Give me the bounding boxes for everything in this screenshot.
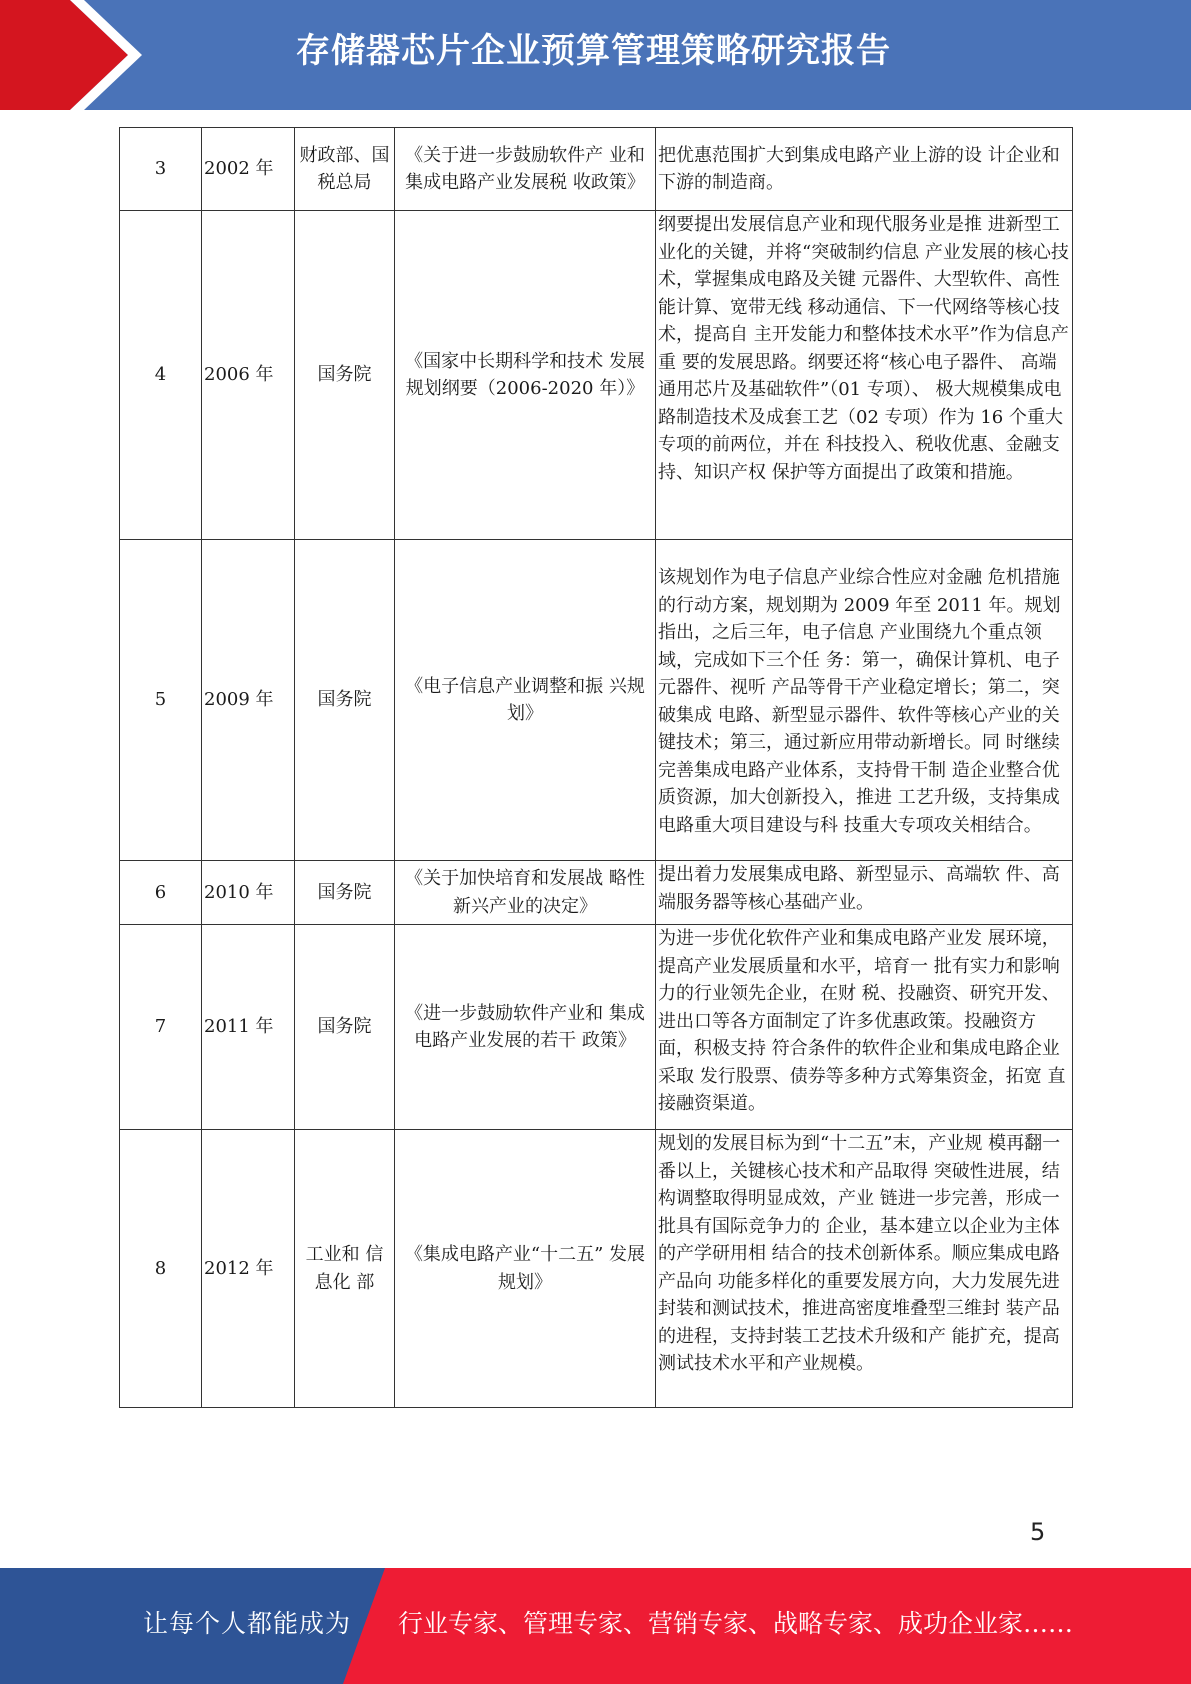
row-policy-title: 《集成电路产业“十二五” 发展规划》 [395, 1130, 656, 1408]
row-number: 3 [120, 128, 202, 211]
footer-banner [0, 1568, 1191, 1684]
row-year: 2006 年 [202, 211, 295, 540]
row-year: 2009 年 [202, 540, 295, 861]
row-department: 国务院 [295, 925, 395, 1130]
row-department: 国务院 [295, 861, 395, 925]
row-description: 纲要提出发展信息产业和现代服务业是推 进新型工业化的关键，并将“突破制约信息 产业发展的核心技术，掌握集成电路及关键 元器件、大型软件、高性能计算、宽带无线 移动通信、下一代网络等核心技术，提高自 主开发能力和整体技术水平”作为信息产重 要的发展思路。纲要还将“核心电子器件、 高端通用芯片及基础软件”（01 专项）、 极大规模集成电路制造技术及成套工艺（02 专项）作为 16 个重大专项的前两位，并在 科技投入、税收优惠、金融支持、知识产权 保护等方面提出了政策和措施。 [656, 211, 1073, 540]
row-year: 2002 年 [202, 128, 295, 211]
red-chevron-icon [0, 0, 150, 110]
row-policy-title: 《进一步鼓励软件产业和 集成电路产业发展的若干 政策》 [395, 925, 656, 1130]
table-row [120, 861, 1073, 925]
row-description: 规划的发展目标为到“十二五”末，产业规 模再翻一番以上，关键核心技术和产品取得 突破性进展，结构调整取得明显成效，产业 链进一步完善，形成一批具有国际竞争力的 企业，基本建立以企业为主体的产学研用相 结合的技术创新体系。顺应集成电路产品向 功能多样化的重要发展方向，大力发展先进 封装和测试技术，推进高密度堆叠型三维封 装产品的进程，支持封装工艺技术升级和产 能扩充，提高测试技术水平和产业规模。 [656, 1130, 1073, 1408]
row-number: 7 [120, 925, 202, 1130]
row-department: 财政部、国税总局 [295, 128, 395, 211]
table-row [120, 1130, 1073, 1408]
row-policy-title: 《关于加快培育和发展战 略性新兴产业的决定》 [395, 861, 656, 925]
row-number: 8 [120, 1130, 202, 1408]
row-description: 为进一步优化软件产业和集成电路产业发 展环境，提高产业发展质量和水平，培育一 批有实力和影响力的行业领先企业，在财 税、投融资、研究开发、进出口等各方面制定了许多优惠政策。投融资方面，积极支持 符合条件的软件企业和集成电路企业采取 发行股票、债券等多种方式筹集资金，拓宽 直接融资渠道。 [656, 925, 1073, 1130]
table-row [120, 540, 1073, 861]
row-description: 该规划作为电子信息产业综合性应对金融 危机措施的行动方案，规划期为 2009 年至 2011 年。规划指出，之后三年，电子信息 产业围绕九个重点领域，完成如下三个任 务：第一，确保计算机、电子元器件、视听 产品等骨干产业稳定增长；第二，突破集成 电路、新型显示器件、软件等核心产业的关 键技术；第三，通过新应用带动新增长。同 时继续完善集成电路产业体系，支持骨干制 造企业整合优质资源，加大创新投入，推进 工艺升级，支持集成电路重大项目建设与科 技重大专项攻关相结合。 [656, 540, 1073, 861]
row-policy-title: 《电子信息产业调整和振 兴规划》 [395, 540, 656, 861]
row-department: 国务院 [295, 540, 395, 861]
row-policy-title: 《国家中长期科学和技术 发展规划纲要（2006-2020 年）》 [395, 211, 656, 540]
document-title: 存储器芯片企业预算管理策略研究报告 [296, 31, 891, 71]
row-year: 2010 年 [202, 861, 295, 925]
table-row [120, 128, 1073, 211]
footer-slogan-right: 行业专家、管理专家、营销专家、战略专家、成功企业家…… [398, 1609, 1074, 1638]
policy-table [119, 127, 1073, 1408]
row-policy-title: 《关于进一步鼓励软件产 业和集成电路产业发展税 收政策》 [395, 128, 656, 211]
row-number: 6 [120, 861, 202, 925]
row-number: 4 [120, 211, 202, 540]
row-number: 5 [120, 540, 202, 861]
row-department: 国务院 [295, 211, 395, 540]
row-description: 提出着力发展集成电路、新型显示、高端软 件、高端服务器等核心基础产业。 [656, 861, 1073, 925]
policy-table-wrap [119, 127, 1072, 1408]
row-department: 工业和 信息化 部 [295, 1130, 395, 1408]
row-year: 2012 年 [202, 1130, 295, 1408]
footer-slogan-left: 让每个人都能成为 [143, 1609, 352, 1638]
row-year: 2011 年 [202, 925, 295, 1130]
table-row [120, 211, 1073, 540]
header-banner [0, 0, 1191, 110]
row-description: 把优惠范围扩大到集成电路产业上游的设 计企业和下游的制造商。 [656, 128, 1073, 211]
table-row [120, 925, 1073, 1130]
page-number: 5 [1030, 1518, 1046, 1546]
